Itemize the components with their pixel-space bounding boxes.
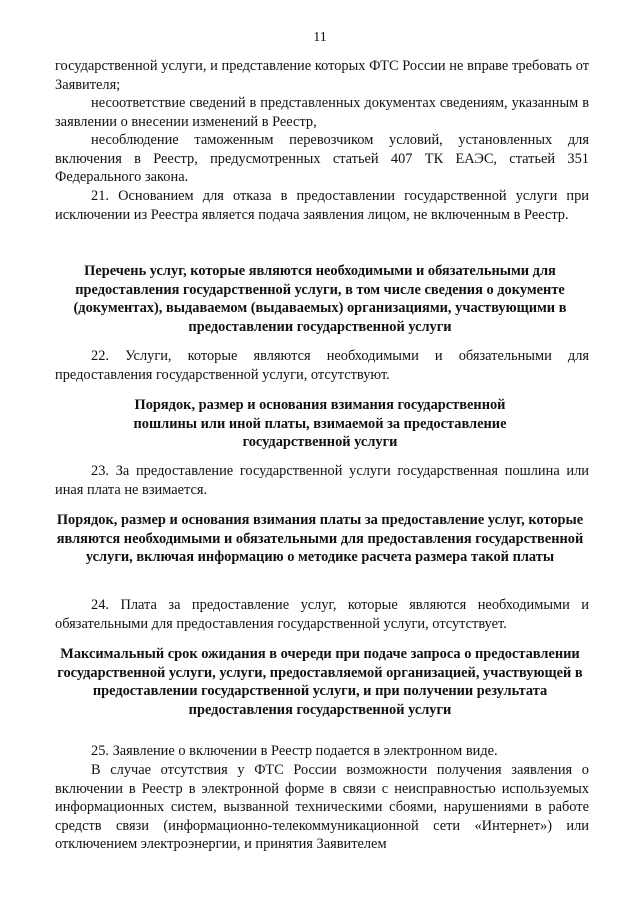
paragraph-25: 25. Заявление о включении в Реестр подается в электронном виде. [91,743,498,759]
paragraph-continuation: государственной услуги, и представление которых ФТС России не вправе требовать от Заявителя; [55,58,589,93]
paragraph-21: 21. Основанием для отказа в предоставлении государственной услуги при исключении из Реестра является подача заявления лицом, не включенным в Реестр. [55,188,589,223]
paragraph-absence-case: В случае отсутствия у ФТС России возможности получения заявления о включении в Реестр в электронной форме в связи с неисправностью используемых информационных систем, вызванной техническими сбоями, нарушениями в работе средств связи (информационно-телекоммуникационной сети «Интернет») или отключением электроэнергии, и принятия Заявителем [55,762,589,853]
heading-state-duty: Порядок, размер и основания взимания государственной пошлины или иной платы, взимаемой за предоставление государственной услуги [133,397,507,451]
paragraph-22: 22. Услуги, которые являются необходимыми и обязательными для предоставления государственной услуги, отсутствуют. [55,348,589,383]
paragraph-23: 23. За предоставление государственной услуги государственная пошлина или иная плата не взимается. [55,463,589,498]
paragraph-mismatch: несоответствие сведений в представленных документах сведениям, указанным в заявлении о внесении изменений в Реестр, [55,95,589,130]
paragraph-noncompliance: несоблюдение таможенным перевозчиком условий, установленных для включения в Реестр, предусмотренных статьей 407 ТК ЕАЭС, статьей 351 Федерального закона. [55,132,589,186]
heading-fee-procedure: Порядок, размер и основания взимания платы за предоставление услуг, которые являются необходимыми и обязательными для предоставления государственной услуги, включая информацию о методике расчета размера такой платы [56,512,584,566]
page-number: 11 [313,30,327,45]
heading-required-services: Перечень услуг, которые являются необходимыми и обязательными для предоставления государственной услуги, в том числе сведения о документе (документах), выдаваемом (выдаваемых) организациями, участвующими в предоставлении государственной услуги [73,263,567,335]
paragraph-24: 24. Плата за предоставление услуг, которые являются необходимыми и обязательными для предоставления государственной услуги, отсутствует. [55,597,589,632]
heading-queue-time: Максимальный срок ожидания в очереди при подаче запроса о предоставлении государственной услуги, услуги, предоставляемой организацией, участвующей в предоставлении государственной услуги, и при получении результата предоставления государственной услуги [57,646,583,718]
